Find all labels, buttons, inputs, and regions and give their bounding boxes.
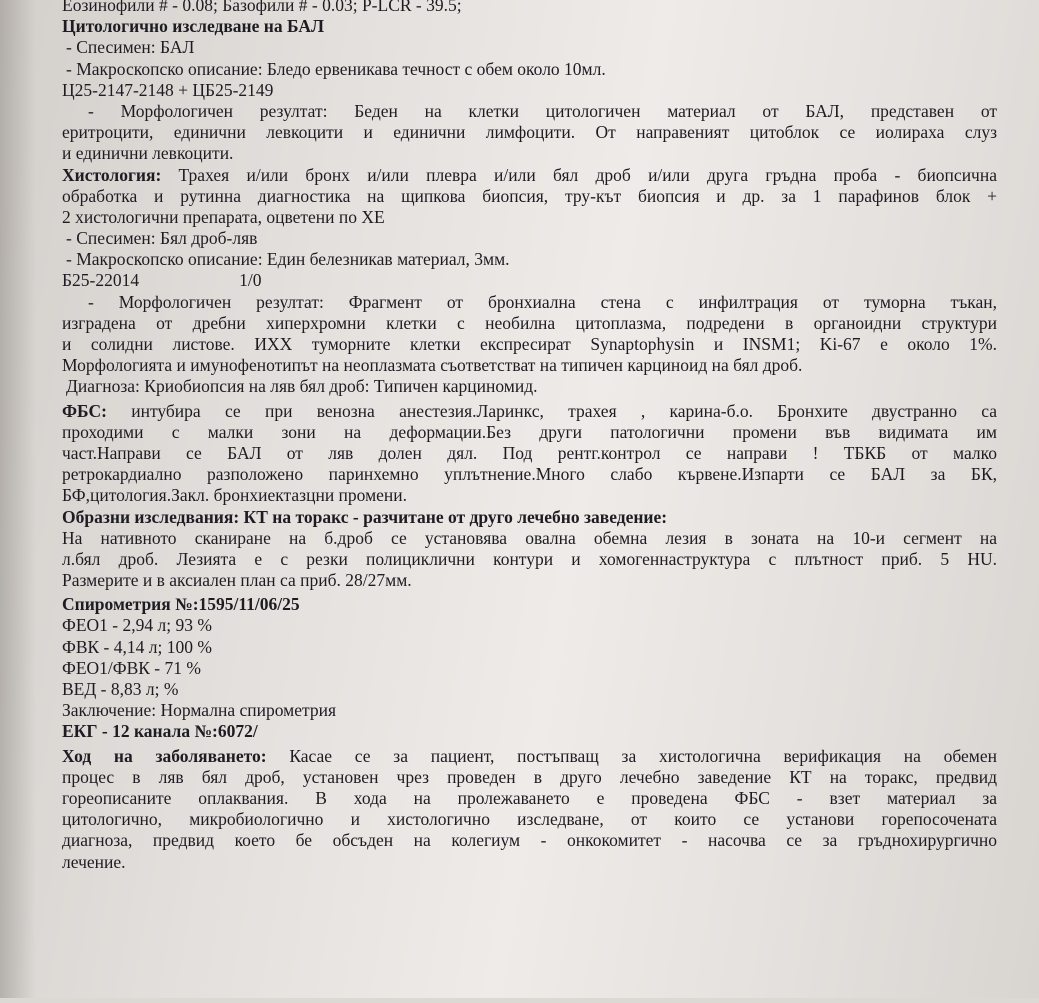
histology-morph-line: - Морфологичен резултат: Фрагмент от бронхиална стена с инфилтрация от туморна тъкан,	[88, 291, 997, 312]
cytology-morph-line: еритроцити, единични левкоцити и единични лимфоцити. От направеният цитоблок се иолираха слуз	[62, 122, 997, 143]
course-line: лечение.	[62, 851, 126, 872]
page-edge-shadow	[0, 0, 36, 998]
imaging-title: Образни изследвания: КТ на торакс - разчитане от друго лечебно заведение:	[62, 506, 668, 527]
histology-first-text: Трахея и/или бронх и/или плевра и/или бял дроб и/или друга гръдна проба - биопсична	[161, 164, 997, 185]
histology-code-line	[62, 270, 997, 291]
ekg-title: ЕКГ - 12 канала №:6072/	[62, 721, 258, 742]
imaging-line: Размерите и в аксиален план са приб. 28/27мм.	[62, 570, 412, 591]
fbs-first-text: интубира се при венозна анестезия.Ларинкс, трахея , карина-б.о. Бронхите двустранно са	[106, 400, 997, 421]
fbs-first-line	[62, 401, 997, 422]
imaging-line: л.бял дроб. Лезията е с резки полициклични контури и хомогеннаструктура с плътност приб. 5 HU.	[62, 548, 997, 569]
course-line: цитологично, микробиологично и хистологично изследване, от които се установи горепосочената	[62, 809, 997, 830]
histology-morph-line: изградена от дребни хиперхромни клетки с необилна цитоплазма, подредени в органоидни структури	[62, 312, 997, 333]
histology-morph-line: и солидни листове. ИХХ туморните клетки експресират Synaptophysin и INSM1; Ki-67 е около 1%.	[62, 334, 997, 354]
spirometry-value: ВЕД - 8,83 л; %	[62, 679, 179, 699]
course-line: процес в ляв бял дроб, установен чрез проведен в друго лечебно заведение КТ на торакс, предвид	[62, 766, 997, 787]
spirometry-value: ФВК - 4,14 л; 100 %	[62, 636, 212, 657]
course-first-text: Касае се за пациент, постъпващ за хистологична верификация на обемен	[266, 745, 997, 766]
course-label: Ход на заболяването:	[62, 745, 267, 766]
cytology-codes: Ц25-2147-2148 + ЦБ25-2149	[62, 79, 274, 100]
fbs-line: БФ,цитология.Закл. бронхиектазцни промени.	[62, 485, 408, 506]
histology-line: обработка и рутинна диагностика на щипкова биопсия, тру-кът биопсия и др. за 1 парафинов блок +	[62, 185, 997, 206]
histology-code: Б25-22014	[62, 270, 140, 291]
course-line: диагноза, предвид което бе обсъден на колегиум - онкокомитет - насочва се за гръднохирургично	[62, 830, 997, 851]
spirometry-conclusion: Заключение: Нормална спирометрия	[62, 700, 337, 721]
spirometry-value: ФЕО1/ФВК - 71 %	[62, 657, 201, 678]
cytology-morph-line: - Морфологичен резултат: Беден на клетки цитологичен материал от БАЛ, представен от	[88, 100, 997, 121]
histology-first-line	[62, 165, 997, 186]
histology-diagnosis: Диагноза: Криобиопсия на ляв бял дроб: Типичен карциномид.	[66, 376, 538, 397]
histology-macro: - Макроскопско описание: Един белезникав материал, 3мм.	[66, 249, 510, 270]
fbs-line: проходими с малки зони на деформации.Без други патологични промени във видимата им	[62, 421, 997, 442]
histology-specimen: - Спесимен: Бял дроб-ляв	[66, 228, 258, 249]
cytology-title: Цитологично изследване на БАЛ	[62, 16, 324, 37]
course-first-line	[62, 746, 997, 767]
histology-label: Хистология:	[62, 164, 162, 185]
histology-code-ratio: 1/0	[239, 270, 262, 291]
course-line: горeописаните оплаквания. В хода на пролежаването е проведена ФБС - взет материал за	[62, 787, 997, 808]
cytology-specimen: - Спесимен: БАЛ	[66, 37, 195, 58]
fbs-line: ретрокардиално разположено паринхемно уплътнение.Много слабо кървене.Изпарти се БАЛ за БК,	[62, 464, 997, 485]
fbs-line: част.Направи се БАЛ от ляв долен дял. Под рентг.контрол се направи ! ТБКБ от малко	[62, 442, 997, 463]
histology-line: 2 хистологични препарата, оцветени по ХЕ	[62, 206, 385, 227]
imaging-line: На нативното сканиране на б.дроб се установява овална обемна лезия в зоната на 10-и сегмент на	[62, 527, 997, 548]
histology-morph-line: Морфологията и имунофенотипът на неоплазмата съответстват на типичен карциноид на бял дроб.	[62, 355, 803, 376]
cytology-macro: - Макроскопско описание: Бледо ервеникава течност с обем около 10мл.	[66, 58, 606, 79]
spirometry-title: Спирометрия №:1595/11/06/25	[62, 594, 300, 615]
fbs-label: ФБС:	[62, 400, 107, 421]
spirometry-value: ФЕО1 - 2,94 л; 93 %	[62, 615, 212, 636]
cytology-morph-line: и единични левкоцити.	[62, 143, 234, 164]
blood-results-line: Еозинофили # - 0.08; Базофили # - 0.03; P-LCR - 39.5;	[62, 0, 462, 15]
